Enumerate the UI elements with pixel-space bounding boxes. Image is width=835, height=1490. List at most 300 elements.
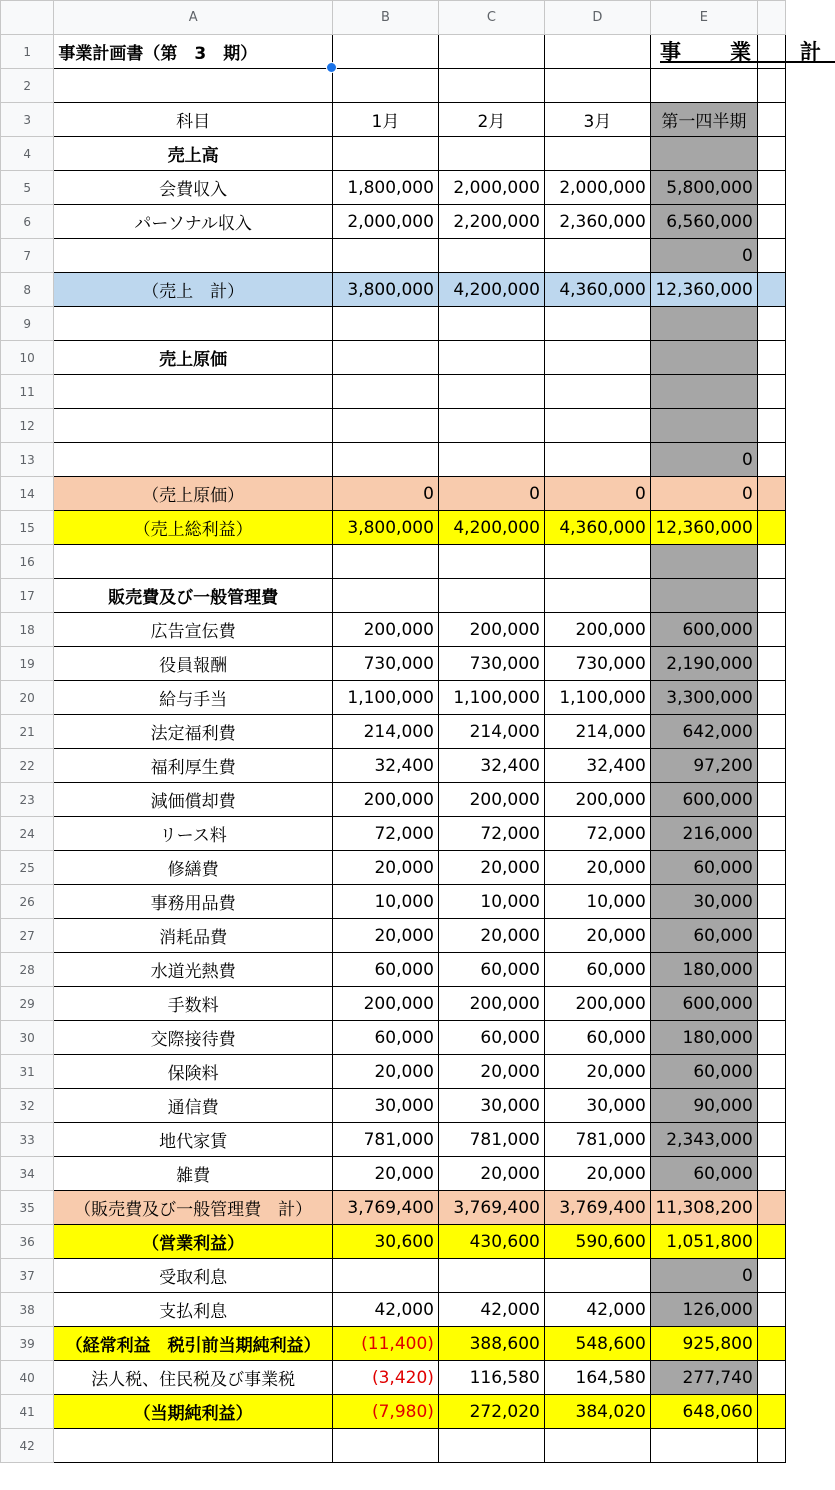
value-cell-e[interactable]: 180,000 — [650, 1021, 757, 1055]
row-header[interactable]: 10 — [1, 341, 54, 375]
label-cell[interactable]: 事務用品費 — [54, 885, 333, 919]
value-cell-e[interactable]: 12,360,000 — [650, 273, 757, 307]
row-header[interactable]: 36 — [1, 1225, 54, 1259]
value-cell-d[interactable]: 10,000 — [544, 885, 650, 919]
value-cell-d[interactable]: 164,580 — [544, 1361, 650, 1395]
value-cell-e[interactable] — [650, 545, 757, 579]
cell-f[interactable] — [757, 1021, 785, 1055]
value-cell-b[interactable]: 10,000 — [332, 885, 438, 919]
cell-f[interactable] — [757, 307, 785, 341]
cell-d1[interactable] — [544, 35, 650, 69]
cell-f[interactable] — [757, 69, 785, 103]
value-cell-d[interactable] — [544, 1429, 650, 1463]
value-cell-c[interactable]: 20,000 — [438, 919, 544, 953]
value-cell-e[interactable]: 60,000 — [650, 1055, 757, 1089]
cell-f[interactable] — [757, 1395, 785, 1429]
value-cell-e[interactable]: 11,308,200 — [650, 1191, 757, 1225]
value-cell-d[interactable]: 72,000 — [544, 817, 650, 851]
value-cell-b[interactable]: 20,000 — [332, 1157, 438, 1191]
label-cell[interactable]: 会費収入 — [54, 171, 333, 205]
value-cell-b[interactable]: 20,000 — [332, 1055, 438, 1089]
column-header-f[interactable] — [757, 1, 785, 35]
row-header[interactable]: 17 — [1, 579, 54, 613]
value-cell-e[interactable]: 第一四半期 — [650, 103, 757, 137]
label-cell[interactable] — [54, 1429, 333, 1463]
value-cell-d[interactable] — [544, 69, 650, 103]
cell-f[interactable] — [757, 1327, 785, 1361]
column-header-c[interactable]: C — [438, 1, 544, 35]
value-cell-b[interactable]: 60,000 — [332, 953, 438, 987]
label-cell[interactable]: 雑費 — [54, 1157, 333, 1191]
value-cell-c[interactable]: 200,000 — [438, 987, 544, 1021]
value-cell-e[interactable]: 60,000 — [650, 851, 757, 885]
value-cell-c[interactable]: 20,000 — [438, 851, 544, 885]
value-cell-c[interactable] — [438, 1259, 544, 1293]
value-cell-c[interactable]: 200,000 — [438, 613, 544, 647]
value-cell-d[interactable]: 42,000 — [544, 1293, 650, 1327]
cell-f[interactable] — [757, 545, 785, 579]
cell-f[interactable] — [757, 613, 785, 647]
label-cell[interactable]: 修繕費 — [54, 851, 333, 885]
value-cell-b[interactable] — [332, 307, 438, 341]
value-cell-b[interactable]: (11,400) — [332, 1327, 438, 1361]
row-header[interactable]: 19 — [1, 647, 54, 681]
value-cell-b[interactable]: 0 — [332, 477, 438, 511]
value-cell-d[interactable]: 2,000,000 — [544, 171, 650, 205]
cell-f[interactable] — [757, 987, 785, 1021]
value-cell-d[interactable]: 200,000 — [544, 987, 650, 1021]
value-cell-c[interactable] — [438, 545, 544, 579]
row-header[interactable]: 29 — [1, 987, 54, 1021]
value-cell-e[interactable]: 0 — [650, 477, 757, 511]
value-cell-e[interactable]: 216,000 — [650, 817, 757, 851]
value-cell-d[interactable]: 20,000 — [544, 851, 650, 885]
value-cell-c[interactable] — [438, 409, 544, 443]
value-cell-c[interactable]: 3,769,400 — [438, 1191, 544, 1225]
value-cell-c[interactable]: 200,000 — [438, 783, 544, 817]
row-header[interactable]: 25 — [1, 851, 54, 885]
value-cell-b[interactable]: 20,000 — [332, 919, 438, 953]
value-cell-c[interactable]: 0 — [438, 477, 544, 511]
row-header[interactable]: 37 — [1, 1259, 54, 1293]
label-cell[interactable]: （経常利益 税引前当期純利益） — [54, 1327, 333, 1361]
cell-f[interactable] — [757, 1055, 785, 1089]
cell-f[interactable] — [757, 1361, 785, 1395]
value-cell-c[interactable]: 30,000 — [438, 1089, 544, 1123]
value-cell-e[interactable] — [650, 307, 757, 341]
value-cell-e[interactable] — [650, 341, 757, 375]
value-cell-c[interactable]: 4,200,000 — [438, 273, 544, 307]
row-header[interactable]: 35 — [1, 1191, 54, 1225]
row-header[interactable]: 28 — [1, 953, 54, 987]
cell-f[interactable] — [757, 851, 785, 885]
label-cell[interactable]: 給与手当 — [54, 681, 333, 715]
value-cell-c[interactable] — [438, 579, 544, 613]
value-cell-b[interactable]: 32,400 — [332, 749, 438, 783]
row-header[interactable]: 4 — [1, 137, 54, 171]
row-header[interactable]: 26 — [1, 885, 54, 919]
value-cell-c[interactable]: 32,400 — [438, 749, 544, 783]
value-cell-d[interactable]: 200,000 — [544, 783, 650, 817]
cell-f[interactable] — [757, 579, 785, 613]
row-header[interactable]: 41 — [1, 1395, 54, 1429]
cell-f[interactable] — [757, 409, 785, 443]
value-cell-c[interactable] — [438, 341, 544, 375]
value-cell-b[interactable]: (3,420) — [332, 1361, 438, 1395]
value-cell-e[interactable]: 60,000 — [650, 919, 757, 953]
label-cell[interactable]: 受取利息 — [54, 1259, 333, 1293]
value-cell-d[interactable]: 548,600 — [544, 1327, 650, 1361]
row-header[interactable]: 3 — [1, 103, 54, 137]
value-cell-b[interactable]: 200,000 — [332, 783, 438, 817]
row-header[interactable]: 5 — [1, 171, 54, 205]
label-cell[interactable] — [54, 545, 333, 579]
row-header[interactable]: 1 — [1, 35, 54, 69]
label-cell[interactable]: （売上総利益） — [54, 511, 333, 545]
value-cell-d[interactable]: 20,000 — [544, 919, 650, 953]
row-header[interactable]: 20 — [1, 681, 54, 715]
row-header[interactable]: 42 — [1, 1429, 54, 1463]
value-cell-d[interactable] — [544, 375, 650, 409]
value-cell-e[interactable]: 0 — [650, 443, 757, 477]
value-cell-c[interactable]: 20,000 — [438, 1055, 544, 1089]
value-cell-e[interactable]: 5,800,000 — [650, 171, 757, 205]
cell-f[interactable] — [757, 715, 785, 749]
value-cell-b[interactable]: (7,980) — [332, 1395, 438, 1429]
label-cell[interactable]: 広告宣伝費 — [54, 613, 333, 647]
value-cell-c[interactable]: 42,000 — [438, 1293, 544, 1327]
cell-a1-title[interactable] — [54, 35, 333, 69]
value-cell-e[interactable]: 277,740 — [650, 1361, 757, 1395]
value-cell-c[interactable]: 2,000,000 — [438, 171, 544, 205]
label-cell[interactable]: （販売費及び一般管理費 計） — [54, 1191, 333, 1225]
value-cell-b[interactable]: 3,769,400 — [332, 1191, 438, 1225]
value-cell-e[interactable] — [650, 579, 757, 613]
label-cell[interactable]: 交際接待費 — [54, 1021, 333, 1055]
cell-f[interactable] — [757, 783, 785, 817]
label-cell[interactable]: 法人税、住民税及び事業税 — [54, 1361, 333, 1395]
value-cell-b[interactable]: 72,000 — [332, 817, 438, 851]
label-cell[interactable]: 水道光熱費 — [54, 953, 333, 987]
value-cell-c[interactable]: 272,020 — [438, 1395, 544, 1429]
row-header[interactable]: 7 — [1, 239, 54, 273]
row-header[interactable]: 13 — [1, 443, 54, 477]
value-cell-e[interactable]: 60,000 — [650, 1157, 757, 1191]
value-cell-d[interactable]: 384,020 — [544, 1395, 650, 1429]
value-cell-e[interactable]: 180,000 — [650, 953, 757, 987]
value-cell-d[interactable] — [544, 579, 650, 613]
cell-f[interactable] — [757, 1225, 785, 1259]
label-cell[interactable]: リース料 — [54, 817, 333, 851]
value-cell-c[interactable] — [438, 239, 544, 273]
value-cell-c[interactable] — [438, 443, 544, 477]
label-cell[interactable] — [54, 239, 333, 273]
label-cell[interactable]: パーソナル収入 — [54, 205, 333, 239]
label-cell[interactable]: （売上 計） — [54, 273, 333, 307]
row-header[interactable]: 21 — [1, 715, 54, 749]
row-header[interactable]: 40 — [1, 1361, 54, 1395]
row-header[interactable]: 38 — [1, 1293, 54, 1327]
label-cell[interactable]: 地代家賃 — [54, 1123, 333, 1157]
value-cell-d[interactable]: 4,360,000 — [544, 273, 650, 307]
value-cell-d[interactable] — [544, 341, 650, 375]
cell-f[interactable] — [757, 239, 785, 273]
row-header[interactable]: 11 — [1, 375, 54, 409]
value-cell-b[interactable] — [332, 239, 438, 273]
fill-handle[interactable] — [326, 62, 337, 73]
value-cell-d[interactable]: 590,600 — [544, 1225, 650, 1259]
value-cell-c[interactable]: 388,600 — [438, 1327, 544, 1361]
value-cell-e[interactable]: 126,000 — [650, 1293, 757, 1327]
value-cell-c[interactable] — [438, 375, 544, 409]
cell-f[interactable] — [757, 1259, 785, 1293]
row-header[interactable]: 39 — [1, 1327, 54, 1361]
row-header[interactable]: 34 — [1, 1157, 54, 1191]
value-cell-c[interactable]: 2,200,000 — [438, 205, 544, 239]
value-cell-c[interactable]: 116,580 — [438, 1361, 544, 1395]
value-cell-b[interactable]: 1,800,000 — [332, 171, 438, 205]
value-cell-b[interactable] — [332, 341, 438, 375]
cell-f[interactable] — [757, 375, 785, 409]
row-header[interactable]: 12 — [1, 409, 54, 443]
value-cell-b[interactable]: 730,000 — [332, 647, 438, 681]
value-cell-d[interactable]: 781,000 — [544, 1123, 650, 1157]
value-cell-b[interactable]: 200,000 — [332, 613, 438, 647]
label-cell[interactable]: 消耗品費 — [54, 919, 333, 953]
cell-f[interactable] — [757, 443, 785, 477]
label-cell[interactable]: 保険料 — [54, 1055, 333, 1089]
column-header-a[interactable]: A — [54, 1, 333, 35]
value-cell-b[interactable]: 1月 — [332, 103, 438, 137]
value-cell-d[interactable]: 60,000 — [544, 1021, 650, 1055]
row-header[interactable]: 31 — [1, 1055, 54, 1089]
value-cell-e[interactable]: 600,000 — [650, 613, 757, 647]
label-cell[interactable]: 売上原価 — [54, 341, 333, 375]
label-cell[interactable] — [54, 307, 333, 341]
cell-f[interactable] — [757, 341, 785, 375]
cell-b1[interactable] — [332, 35, 438, 69]
label-cell[interactable] — [54, 375, 333, 409]
value-cell-b[interactable]: 1,100,000 — [332, 681, 438, 715]
cell-f[interactable] — [757, 647, 785, 681]
cell-f[interactable] — [757, 205, 785, 239]
value-cell-e[interactable]: 600,000 — [650, 783, 757, 817]
label-cell[interactable]: （営業利益） — [54, 1225, 333, 1259]
value-cell-e[interactable]: 648,060 — [650, 1395, 757, 1429]
value-cell-e[interactable] — [650, 69, 757, 103]
cell-f[interactable] — [757, 1157, 785, 1191]
value-cell-e[interactable]: 30,000 — [650, 885, 757, 919]
value-cell-d[interactable]: 30,000 — [544, 1089, 650, 1123]
label-cell[interactable]: （売上原価） — [54, 477, 333, 511]
value-cell-e[interactable]: 12,360,000 — [650, 511, 757, 545]
value-cell-b[interactable]: 781,000 — [332, 1123, 438, 1157]
value-cell-b[interactable] — [332, 137, 438, 171]
value-cell-b[interactable]: 2,000,000 — [332, 205, 438, 239]
value-cell-c[interactable]: 214,000 — [438, 715, 544, 749]
value-cell-e[interactable]: 6,560,000 — [650, 205, 757, 239]
value-cell-e[interactable]: 2,190,000 — [650, 647, 757, 681]
value-cell-e[interactable]: 97,200 — [650, 749, 757, 783]
value-cell-c[interactable]: 2月 — [438, 103, 544, 137]
value-cell-c[interactable] — [438, 69, 544, 103]
label-cell[interactable]: 手数料 — [54, 987, 333, 1021]
value-cell-d[interactable]: 0 — [544, 477, 650, 511]
value-cell-b[interactable] — [332, 1429, 438, 1463]
cell-f[interactable] — [757, 511, 785, 545]
label-cell[interactable]: （当期純利益） — [54, 1395, 333, 1429]
value-cell-d[interactable] — [544, 239, 650, 273]
cell-f[interactable] — [757, 749, 785, 783]
value-cell-b[interactable] — [332, 545, 438, 579]
value-cell-e[interactable] — [650, 409, 757, 443]
value-cell-d[interactable] — [544, 137, 650, 171]
value-cell-b[interactable] — [332, 69, 438, 103]
value-cell-e[interactable]: 3,300,000 — [650, 681, 757, 715]
value-cell-c[interactable]: 60,000 — [438, 953, 544, 987]
value-cell-b[interactable]: 3,800,000 — [332, 511, 438, 545]
value-cell-d[interactable]: 3月 — [544, 103, 650, 137]
value-cell-c[interactable] — [438, 1429, 544, 1463]
value-cell-b[interactable] — [332, 1259, 438, 1293]
value-cell-c[interactable]: 10,000 — [438, 885, 544, 919]
row-header[interactable]: 8 — [1, 273, 54, 307]
value-cell-b[interactable] — [332, 409, 438, 443]
cell-f[interactable] — [757, 919, 785, 953]
value-cell-d[interactable]: 20,000 — [544, 1055, 650, 1089]
value-cell-d[interactable]: 20,000 — [544, 1157, 650, 1191]
row-header[interactable]: 27 — [1, 919, 54, 953]
value-cell-d[interactable] — [544, 545, 650, 579]
cell-f[interactable] — [757, 103, 785, 137]
value-cell-e[interactable]: 642,000 — [650, 715, 757, 749]
value-cell-e[interactable]: 925,800 — [650, 1327, 757, 1361]
value-cell-e[interactable] — [650, 137, 757, 171]
value-cell-d[interactable]: 214,000 — [544, 715, 650, 749]
label-cell[interactable]: 販売費及び一般管理費 — [54, 579, 333, 613]
cell-f[interactable] — [757, 273, 785, 307]
row-header[interactable]: 33 — [1, 1123, 54, 1157]
label-cell[interactable]: 減価償却費 — [54, 783, 333, 817]
row-header[interactable]: 18 — [1, 613, 54, 647]
value-cell-c[interactable] — [438, 137, 544, 171]
row-header[interactable]: 30 — [1, 1021, 54, 1055]
cell-f[interactable] — [757, 1191, 785, 1225]
row-header[interactable]: 6 — [1, 205, 54, 239]
value-cell-c[interactable] — [438, 307, 544, 341]
value-cell-c[interactable]: 1,100,000 — [438, 681, 544, 715]
value-cell-d[interactable] — [544, 443, 650, 477]
cell-f[interactable] — [757, 1123, 785, 1157]
row-header[interactable]: 16 — [1, 545, 54, 579]
row-header[interactable]: 23 — [1, 783, 54, 817]
value-cell-d[interactable]: 3,769,400 — [544, 1191, 650, 1225]
value-cell-e[interactable]: 0 — [650, 1259, 757, 1293]
cell-f[interactable] — [757, 953, 785, 987]
value-cell-b[interactable]: 30,000 — [332, 1089, 438, 1123]
column-header-d[interactable]: D — [544, 1, 650, 35]
column-header-e[interactable]: E — [650, 1, 757, 35]
cell-f[interactable] — [757, 137, 785, 171]
label-cell[interactable]: 売上高 — [54, 137, 333, 171]
label-cell[interactable]: 通信費 — [54, 1089, 333, 1123]
row-header[interactable]: 9 — [1, 307, 54, 341]
value-cell-d[interactable]: 1,100,000 — [544, 681, 650, 715]
label-cell[interactable]: 法定福利費 — [54, 715, 333, 749]
row-header[interactable]: 24 — [1, 817, 54, 851]
value-cell-b[interactable] — [332, 579, 438, 613]
cell-f[interactable] — [757, 817, 785, 851]
label-cell[interactable] — [54, 443, 333, 477]
cell-f[interactable] — [757, 681, 785, 715]
column-header-b[interactable]: B — [332, 1, 438, 35]
value-cell-d[interactable]: 4,360,000 — [544, 511, 650, 545]
row-header[interactable]: 14 — [1, 477, 54, 511]
value-cell-b[interactable]: 30,600 — [332, 1225, 438, 1259]
value-cell-d[interactable]: 32,400 — [544, 749, 650, 783]
row-header[interactable]: 15 — [1, 511, 54, 545]
value-cell-d[interactable]: 200,000 — [544, 613, 650, 647]
value-cell-b[interactable]: 60,000 — [332, 1021, 438, 1055]
value-cell-b[interactable] — [332, 375, 438, 409]
value-cell-c[interactable]: 72,000 — [438, 817, 544, 851]
value-cell-e[interactable]: 600,000 — [650, 987, 757, 1021]
value-cell-c[interactable]: 430,600 — [438, 1225, 544, 1259]
cell-f[interactable] — [757, 171, 785, 205]
value-cell-e[interactable]: 2,343,000 — [650, 1123, 757, 1157]
value-cell-d[interactable] — [544, 1259, 650, 1293]
label-cell[interactable]: 科目 — [54, 103, 333, 137]
cell-f[interactable] — [757, 1429, 785, 1463]
value-cell-b[interactable] — [332, 443, 438, 477]
cell-f[interactable] — [757, 1293, 785, 1327]
value-cell-b[interactable]: 200,000 — [332, 987, 438, 1021]
value-cell-c[interactable]: 4,200,000 — [438, 511, 544, 545]
cell-c1[interactable] — [438, 35, 544, 69]
value-cell-e[interactable]: 90,000 — [650, 1089, 757, 1123]
value-cell-e[interactable]: 0 — [650, 239, 757, 273]
value-cell-c[interactable]: 730,000 — [438, 647, 544, 681]
value-cell-d[interactable] — [544, 409, 650, 443]
value-cell-e[interactable] — [650, 1429, 757, 1463]
label-cell[interactable]: 福利厚生費 — [54, 749, 333, 783]
cell-f[interactable] — [757, 885, 785, 919]
value-cell-d[interactable]: 2,360,000 — [544, 205, 650, 239]
value-cell-c[interactable]: 781,000 — [438, 1123, 544, 1157]
label-cell[interactable] — [54, 69, 333, 103]
value-cell-b[interactable]: 42,000 — [332, 1293, 438, 1327]
cell-f[interactable] — [757, 1089, 785, 1123]
select-all-corner[interactable] — [1, 1, 54, 35]
value-cell-d[interactable]: 730,000 — [544, 647, 650, 681]
value-cell-e[interactable] — [650, 375, 757, 409]
value-cell-e[interactable]: 1,051,800 — [650, 1225, 757, 1259]
row-header[interactable]: 32 — [1, 1089, 54, 1123]
label-cell[interactable] — [54, 409, 333, 443]
label-cell[interactable]: 役員報酬 — [54, 647, 333, 681]
value-cell-d[interactable] — [544, 307, 650, 341]
value-cell-b[interactable]: 214,000 — [332, 715, 438, 749]
row-header[interactable]: 22 — [1, 749, 54, 783]
value-cell-c[interactable]: 60,000 — [438, 1021, 544, 1055]
label-cell[interactable]: 支払利息 — [54, 1293, 333, 1327]
value-cell-b[interactable]: 20,000 — [332, 851, 438, 885]
row-header[interactable]: 2 — [1, 69, 54, 103]
value-cell-d[interactable]: 60,000 — [544, 953, 650, 987]
value-cell-b[interactable]: 3,800,000 — [332, 273, 438, 307]
value-cell-c[interactable]: 20,000 — [438, 1157, 544, 1191]
cell-f[interactable] — [757, 477, 785, 511]
